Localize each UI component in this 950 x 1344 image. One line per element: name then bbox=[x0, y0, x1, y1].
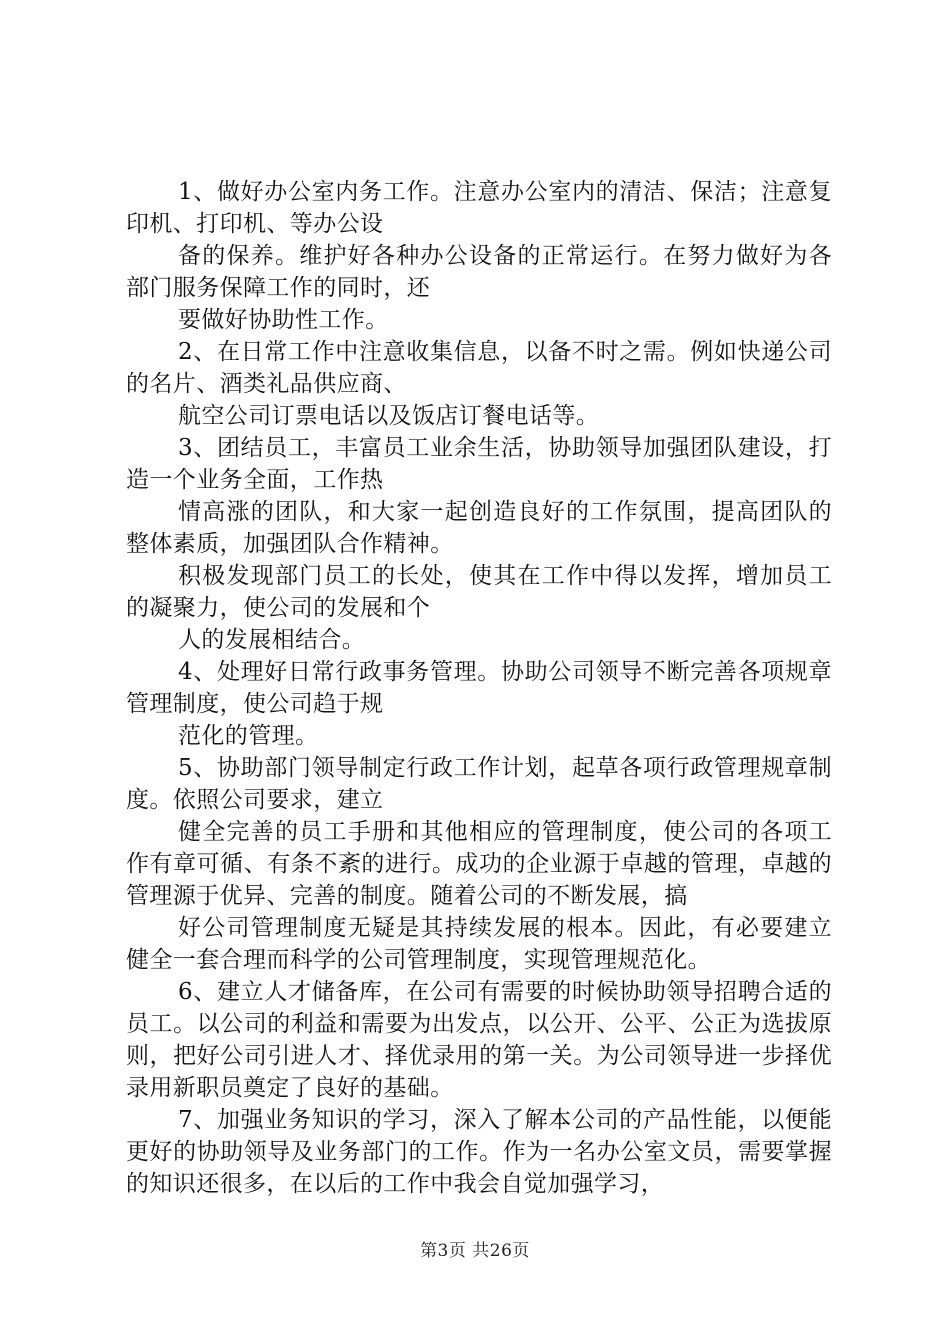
paragraph-p4a: 4、处理好日常行政事务管理。协助公司领导不断完善各项规章管理制度，使公司趋于规 bbox=[126, 659, 832, 717]
paragraph-p5c: 好公司管理制度无疑是其持续发展的根本。因此，有必要建立健全一套合理而科学的公司管理制度，实现管理规范化。 bbox=[126, 915, 832, 973]
document-body bbox=[126, 176, 832, 1200]
paragraph-p5b: 健全完善的员工手册和其他相应的管理制度，使公司的各项工作有章可循、有条不紊的进行。成功的企业源于卓越的管理，卓越的管理源于优异、完善的制度。随着公司的不断发展，搞 bbox=[126, 819, 832, 909]
paragraph-p3c: 积极发现部门员工的长处，使其在工作中得以发挥，增加员工的凝聚力，使公司的发展和个 bbox=[126, 563, 832, 621]
paragraph-p1c: 要做好协助性工作。 bbox=[178, 307, 389, 333]
page-footer: 第3页 共26页 bbox=[420, 1241, 530, 1261]
paragraph-p3a: 3、团结员工，丰富员工业余生活，协助领导加强团队建设，打造一个业务全面，工作热 bbox=[126, 435, 832, 493]
paragraph-p5a: 5、协助部门领导制定行政工作计划，起草各项行政管理规章制度。依照公司要求，建立 bbox=[126, 755, 832, 813]
paragraph-p1b: 备的保养。维护好各种办公设备的正常运行。在努力做好为各部门服务保障工作的同时，还 bbox=[126, 243, 832, 301]
paragraph-p3b: 情高涨的团队，和大家一起创造良好的工作氛围，提高团队的整体素质，加强团队合作精神。 bbox=[126, 499, 832, 557]
paragraph-p3d: 人的发展相结合。 bbox=[178, 627, 366, 653]
paragraph-p4b: 范化的管理。 bbox=[178, 723, 319, 749]
paragraph-p2a: 2、在日常工作中注意收集信息，以备不时之需。例如快递公司的名片、酒类礼品供应商、 bbox=[126, 339, 832, 397]
paragraph-p1a: 1、做好办公室内务工作。注意办公室内的清洁、保洁；注意复印机、打印机、等办公设 bbox=[126, 179, 832, 237]
paragraph-p7: 7、加强业务知识的学习，深入了解本公司的产品性能，以便能更好的协助领导及业务部门的工作。作为一名办公室文员，需要掌握的知识还很多，在以后的工作中我会自觉加强学习， bbox=[126, 1107, 832, 1197]
paragraph-p6: 6、建立人才储备库，在公司有需要的时候协助领导招聘合适的员工。以公司的利益和需要为出发点，以公开、公平、公正为选拔原则，把好公司引进人才、择优录用的第一关。为公司领导进一步择优录用新职员奠定了良好的基础。 bbox=[126, 979, 832, 1101]
paragraph-p2b: 航空公司订票电话以及饭店订餐电话等。 bbox=[178, 403, 600, 429]
